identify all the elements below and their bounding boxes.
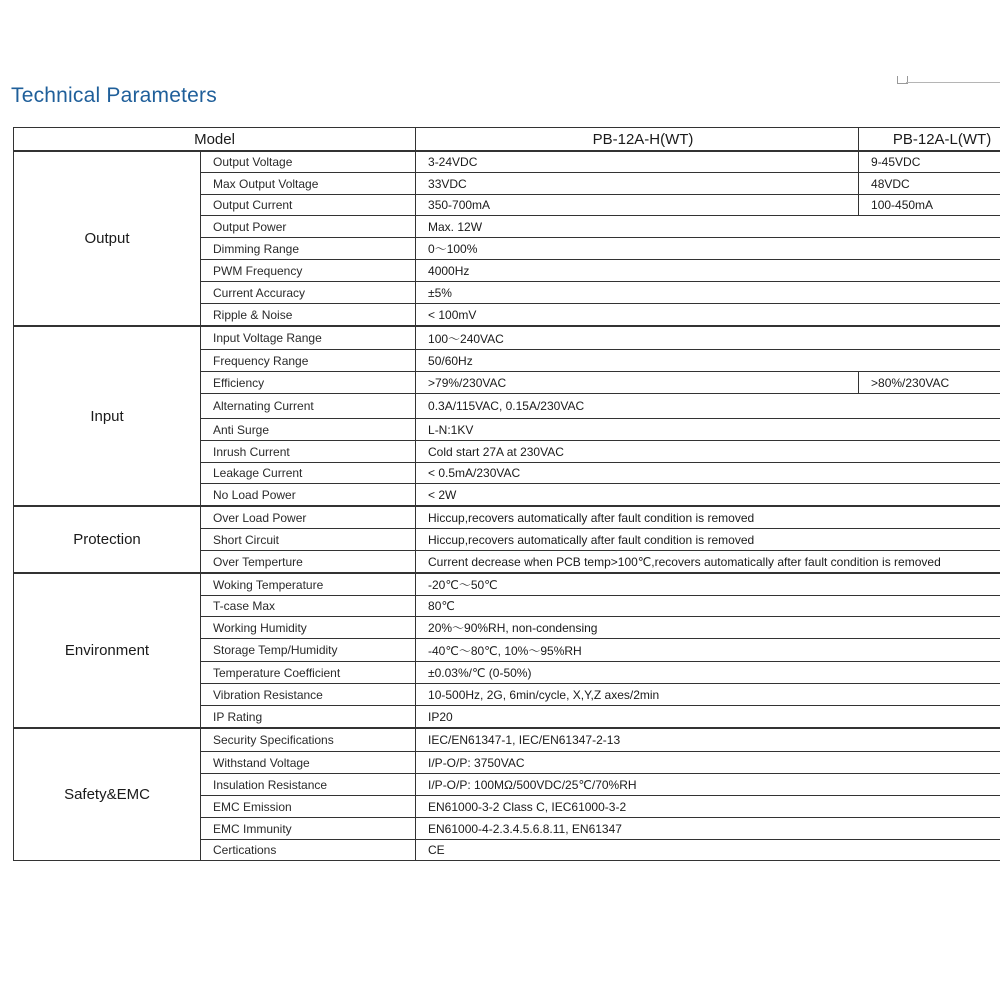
param-label: Over Temperture (201, 551, 416, 574)
param-label: Output Voltage (201, 151, 416, 173)
param-label: Storage Temp/Humidity (201, 639, 416, 662)
param-label: Withstand Voltage (201, 752, 416, 774)
model-label: Model (14, 128, 416, 152)
value-shared: Current decrease when PCB temp>100℃,recovers automatically after fault condition is removed (416, 551, 1000, 574)
value-shared: 20%～90%RH, non-condensing (416, 617, 1000, 639)
value-shared: I/P-O/P: 100MΩ/500VDC/25℃/70%RH (416, 774, 1000, 796)
param-label: Max Output Voltage (201, 173, 416, 195)
value-shared: ±0.03%/℃ (0-50%) (416, 662, 1000, 684)
value-shared: L-N:1KV (416, 419, 1000, 441)
group-output: Output (14, 151, 201, 326)
param-label: IP Rating (201, 706, 416, 729)
param-label: Working Humidity (201, 617, 416, 639)
group-input: Input (14, 326, 201, 506)
param-label: T-case Max (201, 596, 416, 617)
divider-line (906, 82, 1000, 83)
param-label: Ripple & Noise (201, 304, 416, 327)
header-row (14, 128, 1000, 152)
value-l: 100-450mA (859, 195, 1000, 216)
group-protection: Protection (14, 506, 201, 573)
value-shared: -20℃～50℃ (416, 573, 1000, 596)
table-row (14, 506, 1000, 529)
param-label: Anti Surge (201, 419, 416, 441)
group-safety-emc: Safety&EMC (14, 728, 201, 861)
model-l-header: PB-12A-L(WT) (859, 128, 1000, 152)
value-h: >79%/230VAC (416, 372, 859, 394)
value-h: 3-24VDC (416, 151, 859, 173)
value-h: 350-700mA (416, 195, 859, 216)
value-shared: 100～240VAC (416, 326, 1000, 350)
param-label: Certications (201, 840, 416, 861)
value-shared: Cold start 27A at 230VAC (416, 441, 1000, 463)
param-label: PWM Frequency (201, 260, 416, 282)
value-shared: IEC/EN61347-1, IEC/EN61347-2-13 (416, 728, 1000, 752)
param-label: No Load Power (201, 484, 416, 507)
value-shared: I/P-O/P: 3750VAC (416, 752, 1000, 774)
value-shared: 0.3A/115VAC, 0.15A/230VAC (416, 394, 1000, 419)
param-label: Output Power (201, 216, 416, 238)
value-shared: Hiccup,recovers automatically after fault condition is removed (416, 529, 1000, 551)
value-shared: Max. 12W (416, 216, 1000, 238)
value-l: >80%/230VAC (859, 372, 1000, 394)
param-label: Efficiency (201, 372, 416, 394)
value-shared: < 100mV (416, 304, 1000, 327)
param-label: Frequency Range (201, 350, 416, 372)
param-label: Temperature Coefficient (201, 662, 416, 684)
value-shared: 80℃ (416, 596, 1000, 617)
value-l: 9-45VDC (859, 151, 1000, 173)
table-row (14, 151, 1000, 173)
model-h-header: PB-12A-H(WT) (416, 128, 859, 152)
param-label: Input Voltage Range (201, 326, 416, 350)
param-label: EMC Emission (201, 796, 416, 818)
value-shared: 0～100% (416, 238, 1000, 260)
value-shared: 10-500Hz, 2G, 6min/cycle, X,Y,Z axes/2min (416, 684, 1000, 706)
value-shared: CE (416, 840, 1000, 861)
table-row (14, 728, 1000, 752)
table-row (14, 573, 1000, 596)
param-label: EMC Immunity (201, 818, 416, 840)
value-shared: 4000Hz (416, 260, 1000, 282)
param-label: Current Accuracy (201, 282, 416, 304)
param-label: Vibration Resistance (201, 684, 416, 706)
value-shared: IP20 (416, 706, 1000, 729)
value-shared: < 0.5mA/230VAC (416, 463, 1000, 484)
value-h: 33VDC (416, 173, 859, 195)
value-shared: ±5% (416, 282, 1000, 304)
param-label: Alternating Current (201, 394, 416, 419)
table-row (14, 326, 1000, 350)
param-label: Over Load Power (201, 506, 416, 529)
param-label: Insulation Resistance (201, 774, 416, 796)
page-title: Technical Parameters (11, 84, 217, 107)
value-shared: -40℃～80℃, 10%～95%RH (416, 639, 1000, 662)
param-label: Woking Temperature (201, 573, 416, 596)
value-shared: EN61000-3-2 Class C, IEC61000-3-2 (416, 796, 1000, 818)
group-environment: Environment (14, 573, 201, 728)
param-label: Output Current (201, 195, 416, 216)
value-shared: EN61000-4-2.3.4.5.6.8.11, EN61347 (416, 818, 1000, 840)
spec-table (13, 127, 1000, 861)
param-label: Leakage Current (201, 463, 416, 484)
param-label: Short Circuit (201, 529, 416, 551)
value-shared: Hiccup,recovers automatically after fault condition is removed (416, 506, 1000, 529)
param-label: Inrush Current (201, 441, 416, 463)
value-shared: 50/60Hz (416, 350, 1000, 372)
param-label: Dimming Range (201, 238, 416, 260)
value-l: 48VDC (859, 173, 1000, 195)
value-shared: < 2W (416, 484, 1000, 507)
param-label: Security Specifications (201, 728, 416, 752)
